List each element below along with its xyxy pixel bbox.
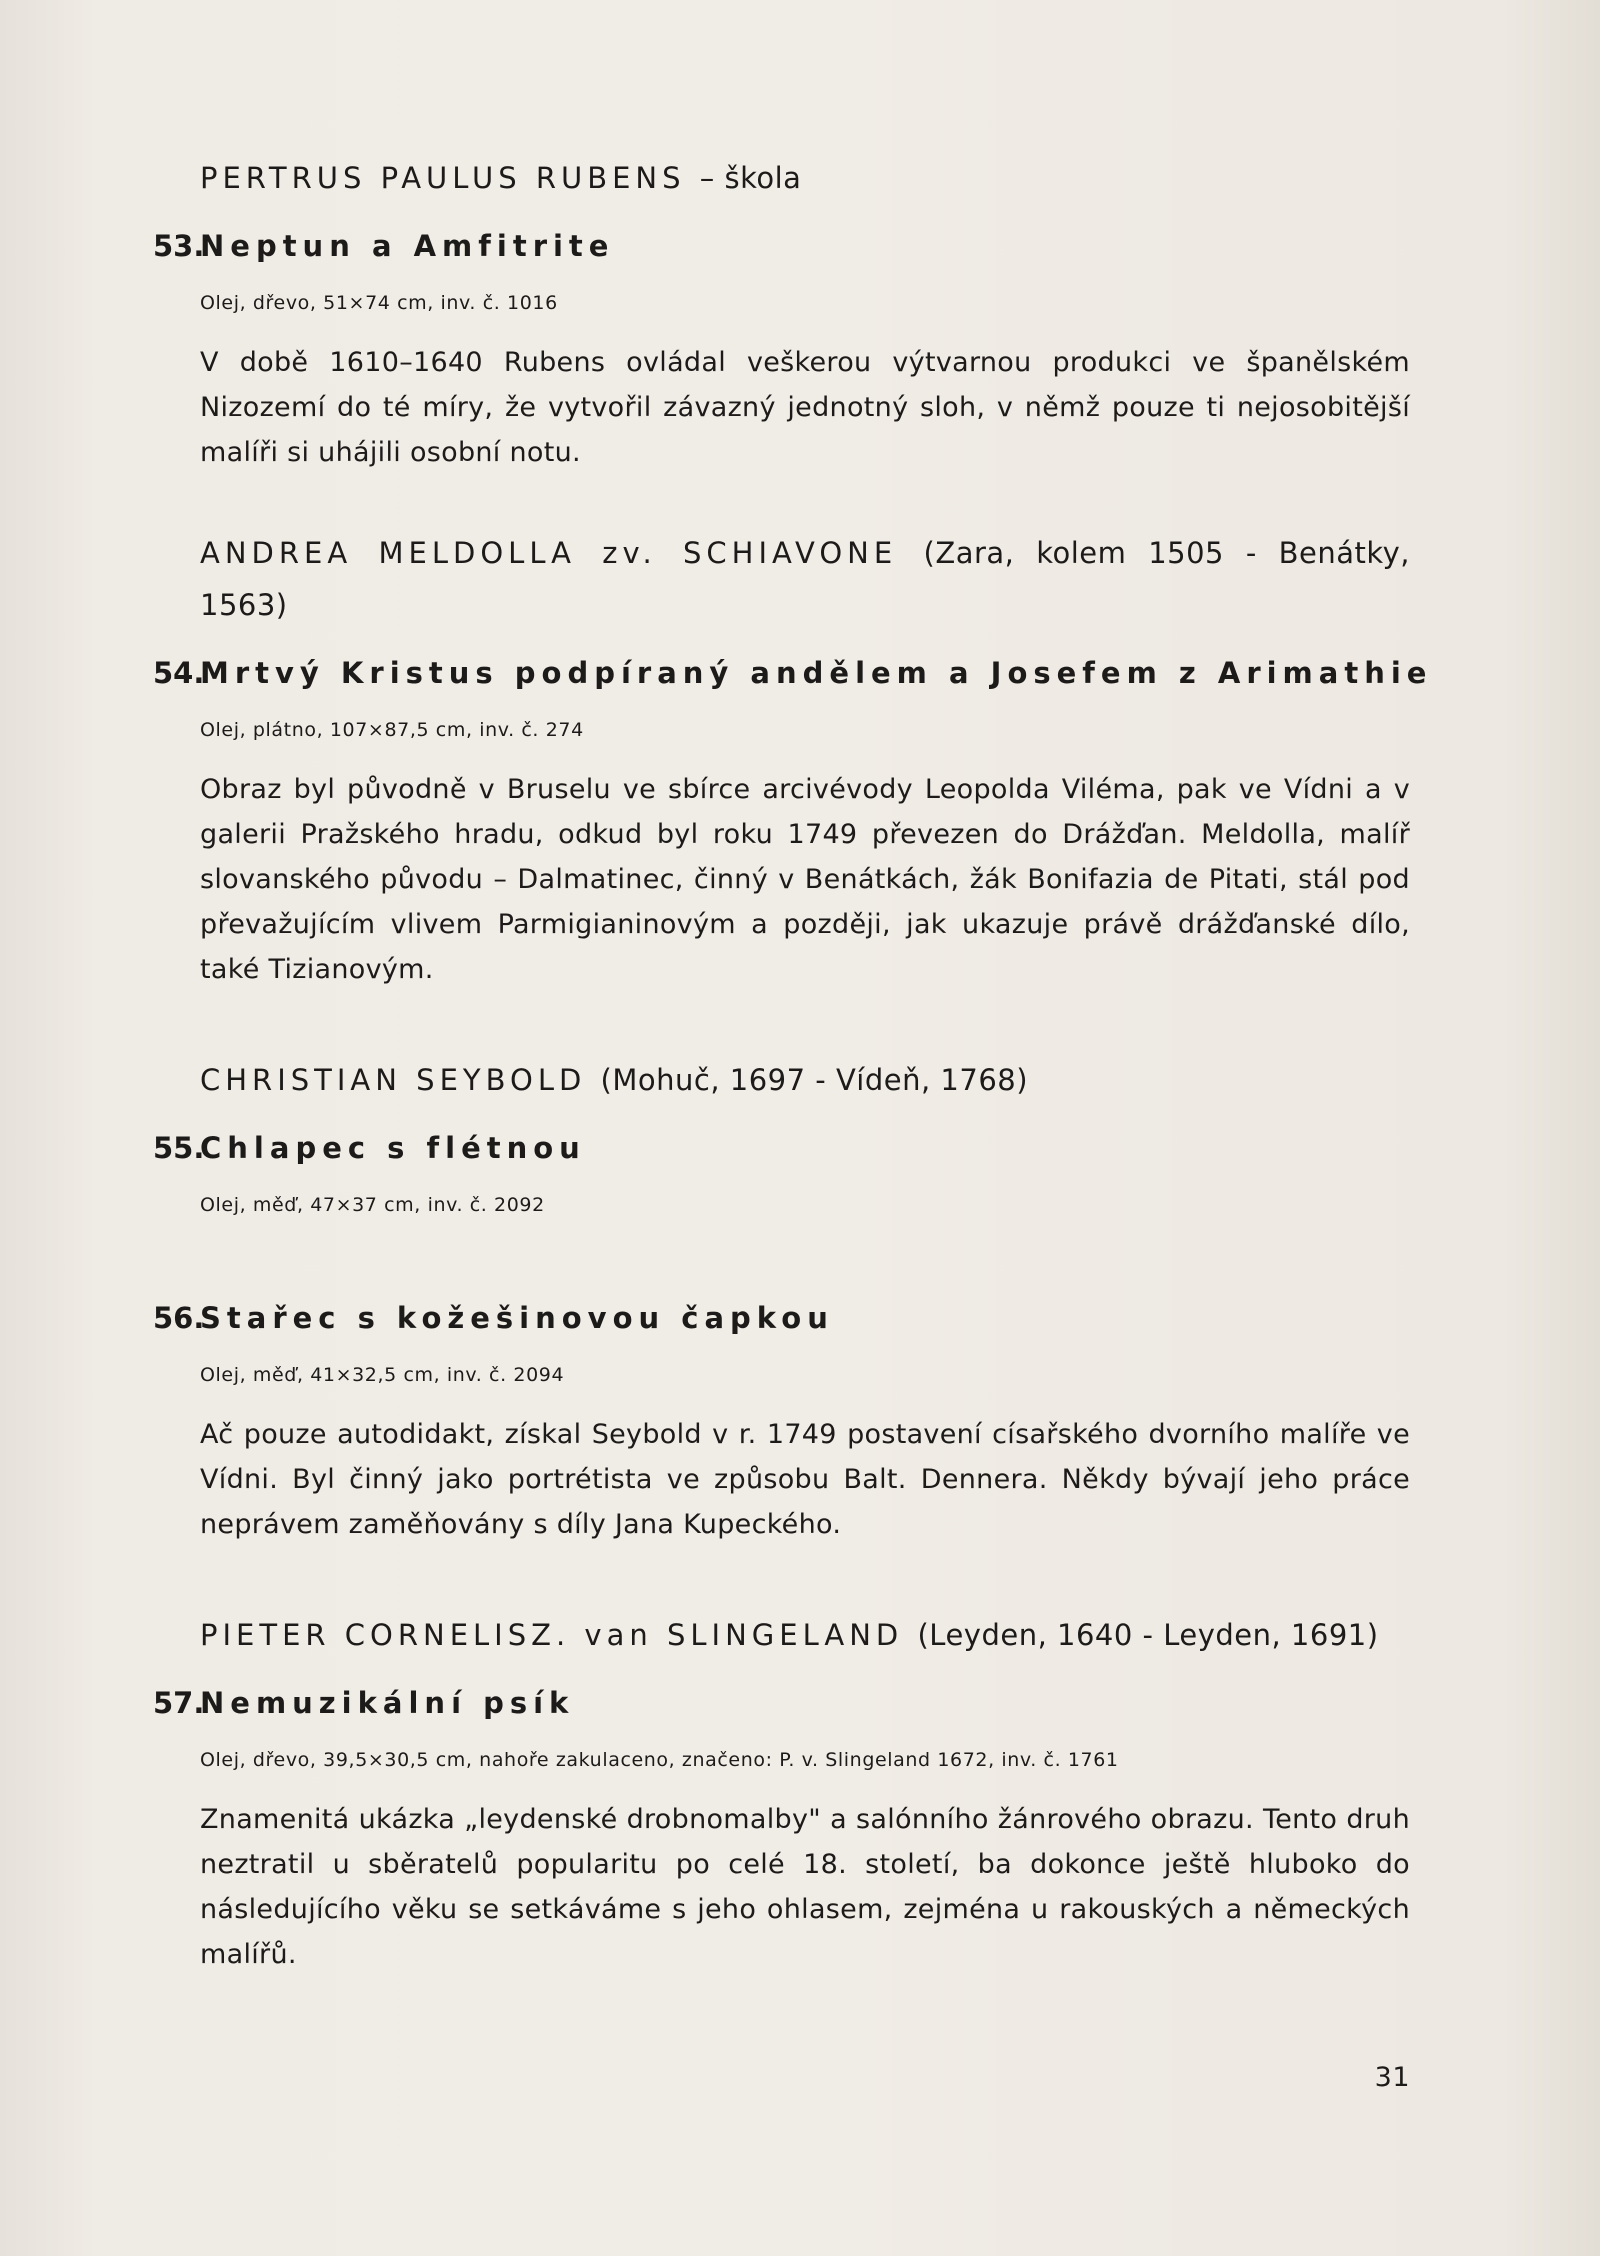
artist-detail: – škola	[699, 161, 802, 195]
entry-title: Mrtvý Kristus podpíraný andělem a Josefem z Arimathie	[200, 656, 1433, 690]
catalog-entry-title	[153, 651, 1433, 695]
entry-description: Znamenitá ukázka „leydenské drobnomalby" a salónního žánrového obrazu. Tento druh neztratil u sběratelů popularitu po celé 18. století, ba dokonce ještě hluboko do následujícího věku se setkáváme s jeho ohlasem, zejména u rakouských a německých malířů.	[200, 1804, 1410, 1970]
entry-number: 57.	[153, 1686, 205, 1720]
entry-number: 56.	[153, 1301, 205, 1335]
page-number: 31	[1374, 2062, 1410, 2093]
entry-title: Chlapec s flétnou	[200, 1131, 586, 1165]
artist-detail: (Zara, kolem 1505 - Benátky, 1563)	[200, 536, 1411, 622]
catalog-entry-title	[153, 1681, 1410, 1725]
entry-catalog-info: Olej, měď, 41×32,5 cm, inv. č. 2094	[200, 1364, 565, 1386]
artist-name: PERTRUS PAULUS RUBENS	[200, 161, 686, 195]
catalog-entry-title	[153, 1296, 1410, 1340]
entry-description: V době 1610–1640 Rubens ovládal veškerou výtvarnou produkci ve španělském Nizozemí do té míry, že vytvořil závazný jednotný sloh, v němž pouze ti nejosobitější malíři si uhájili osobní notu.	[200, 347, 1410, 468]
entry-description: Obraz byl původně v Bruselu ve sbírce arcivévody Leopolda Viléma, pak ve Vídni a v galerii Pražského hradu, odkud byl roku 1749 převezen do Drážďan. Meldolla, malíř slovanského původu – Dalmatinec, činný v Benátkách, žák Bonifazia de Pitati, stál pod převažujícím vlivem Parmigianinovým a později, jak ukazuje právě drážďanské dílo, také Tizianovým.	[200, 774, 1410, 985]
entry-title: Stařec s kožešinovou čapkou	[200, 1301, 834, 1335]
artist-detail: (Leyden, 1640 - Leyden, 1691)	[917, 1618, 1379, 1652]
entry-catalog-info: Olej, dřevo, 51×74 cm, inv. č. 1016	[200, 292, 558, 314]
artist-heading	[200, 1609, 1410, 1661]
entry-number: 55.	[153, 1131, 205, 1165]
artist-heading	[200, 152, 1410, 204]
artist-heading	[200, 527, 1410, 631]
artist-detail: (Mohuč, 1697 - Vídeň, 1768)	[600, 1063, 1029, 1097]
entry-number: 53.	[153, 229, 205, 263]
catalog-entry-title	[153, 1126, 1410, 1170]
entry-title: Neptun a Amfitrite	[200, 229, 615, 263]
entry-catalog-info: Olej, plátno, 107×87,5 cm, inv. č. 274	[200, 719, 584, 741]
entry-number: 54.	[153, 656, 205, 690]
artist-name: ANDREA MELDOLLA zv. SCHIAVONE	[200, 536, 898, 570]
entry-description: Ač pouze autodidakt, získal Seybold v r. 1749 postavení císařského dvorního malíře ve Vídni. Byl činný jako portrétista ve způsobu Balt. Dennera. Někdy bývají jeho práce neprávem zaměňovány s díly Jana Kupeckého.	[200, 1419, 1410, 1540]
artist-name: PIETER CORNELISZ. van SLINGELAND	[200, 1618, 904, 1652]
entry-title: Nemuzikální psík	[200, 1686, 575, 1720]
artist-name: CHRISTIAN SEYBOLD	[200, 1063, 587, 1097]
catalog-entry-title	[153, 224, 1410, 268]
page-body	[153, 152, 1433, 1977]
artist-heading	[200, 1054, 1410, 1106]
entry-catalog-info: Olej, dřevo, 39,5×30,5 cm, nahoře zakulaceno, značeno: P. v. Slingeland 1672, inv. č. 1761	[200, 1749, 1119, 1771]
entry-catalog-info: Olej, měď, 47×37 cm, inv. č. 2092	[200, 1194, 545, 1216]
